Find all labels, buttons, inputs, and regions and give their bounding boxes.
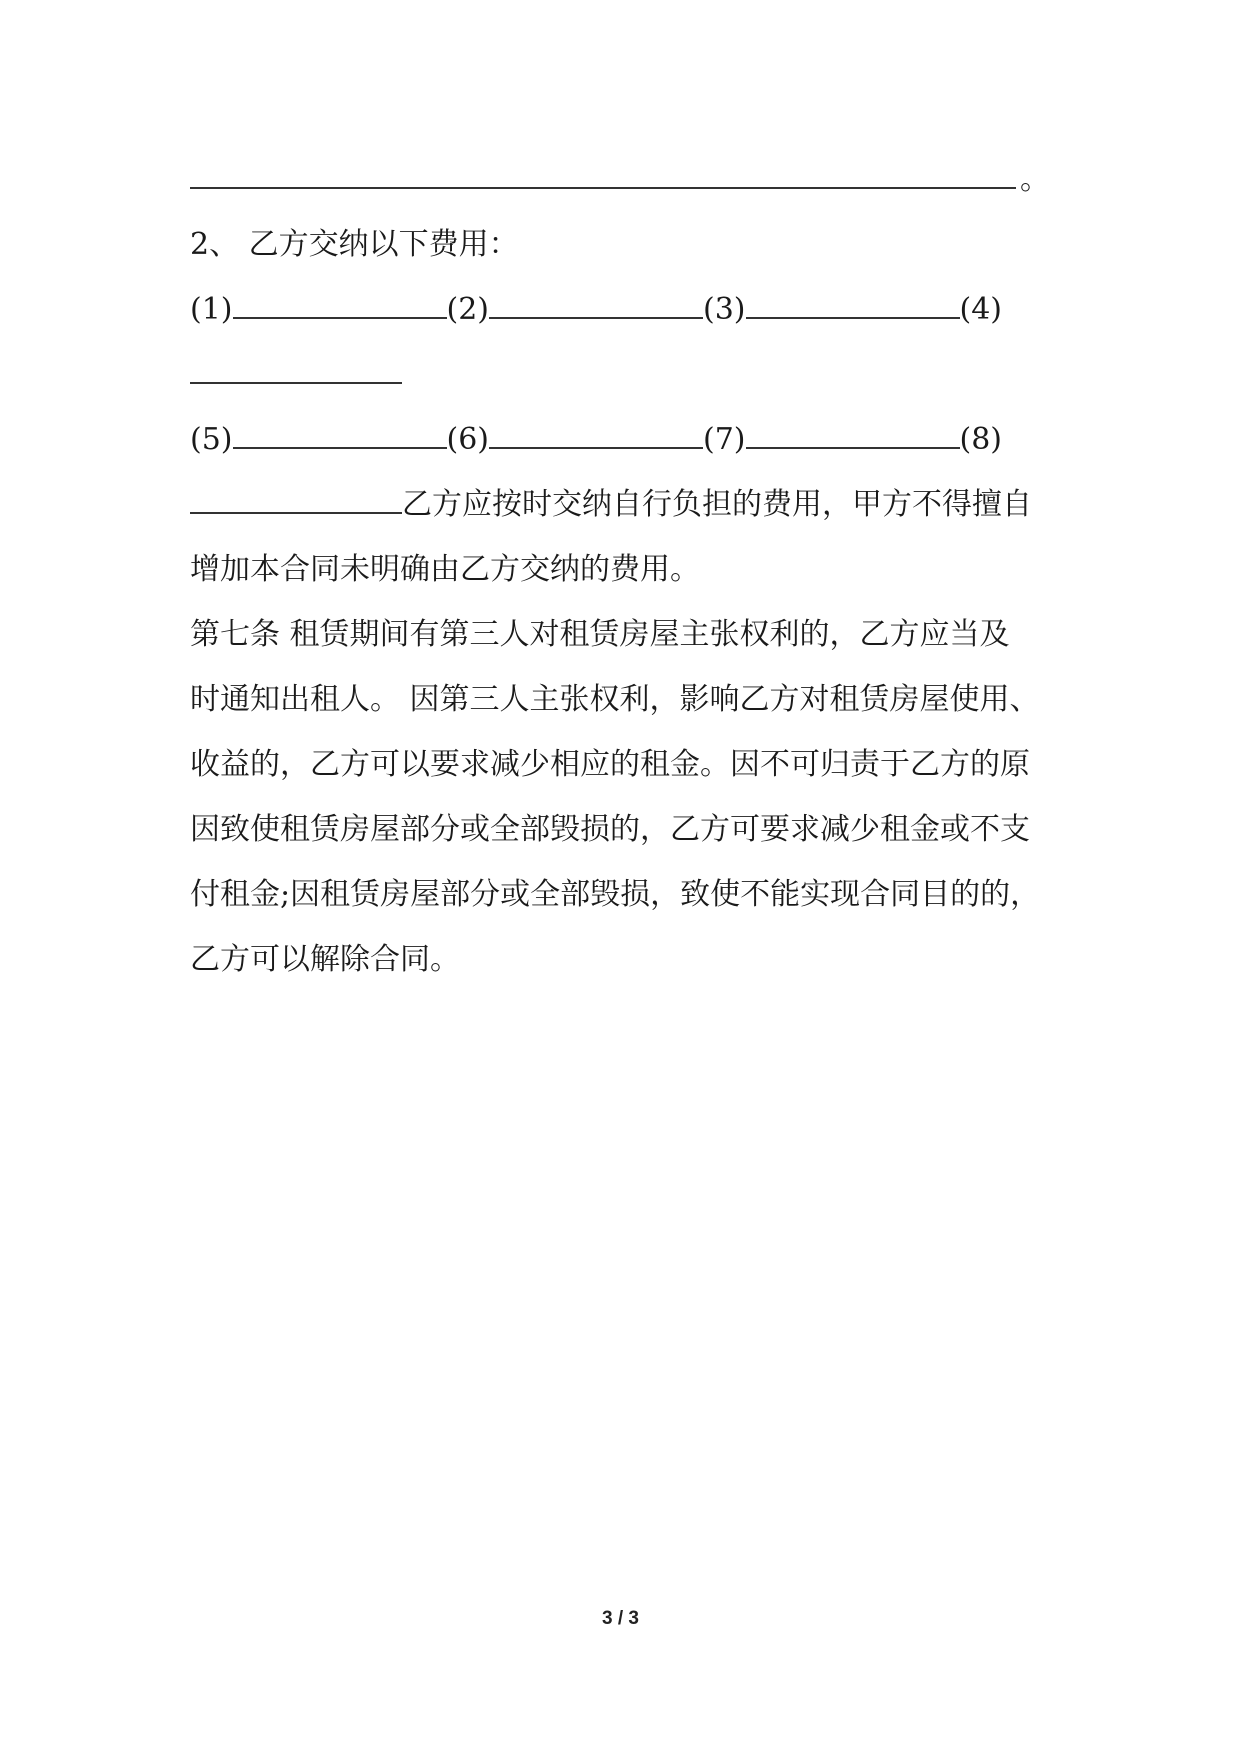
fee-label-4: (4) — [959, 292, 1002, 327]
fee-label-5: (5) — [190, 422, 233, 457]
article-7-line-4: 因致使租赁房屋部分或全部毁损的，乙方可要求减少租金或不支 — [190, 812, 1030, 847]
article-7-line-3: 收益的，乙方可以要求减少相应的租金。因不可归责于乙方的原 — [190, 747, 1030, 782]
continuation-blank-line — [190, 160, 1050, 200]
item-2-heading: 2、 乙方交纳以下费用： — [190, 227, 519, 262]
period-mark: 。 — [1020, 162, 1050, 197]
fee-blank-2[interactable] — [489, 293, 703, 319]
fee-blank-1[interactable] — [233, 293, 447, 319]
fee-label-1: (1) — [190, 292, 233, 327]
fee-tail-line-2: 增加本合同未明确由乙方交纳的费用。 — [190, 552, 700, 587]
fee-tail-text: 乙方应按时交纳自行负担的费用，甲方不得擅自 — [402, 487, 1032, 522]
fee-label-8: (8) — [959, 422, 1002, 457]
fee-tail-line — [190, 485, 1032, 525]
fee-blank-3[interactable] — [746, 293, 960, 319]
fee-blank-8[interactable] — [190, 488, 402, 514]
article-7-line-5: 付租金;因租赁房屋部分或全部毁损，致使不能实现合同目的的， — [190, 877, 1041, 912]
fee-label-3: (3) — [703, 292, 746, 327]
fee-label-2: (2) — [446, 292, 489, 327]
fee-blank-7[interactable] — [746, 423, 960, 449]
article-7-line-2: 时通知出租人。 因第三人主张权利，影响乙方对租赁房屋使用、 — [190, 682, 1040, 717]
fee-row-2 — [190, 420, 1002, 460]
article-7-line-1: 第七条 租赁期间有第三人对租赁房屋主张权利的，乙方应当及 — [190, 617, 1010, 652]
page-number: 3 / 3 — [602, 1608, 639, 1629]
article-7-line-6: 乙方可以解除合同。 — [190, 942, 460, 977]
fee-blank-6[interactable] — [489, 423, 703, 449]
fee-row-1 — [190, 290, 1002, 330]
fee-row-1-overflow — [190, 355, 402, 395]
fee-label-6: (6) — [446, 422, 489, 457]
fee-blank-4[interactable] — [190, 358, 402, 384]
fill-in-blank[interactable] — [190, 163, 1016, 189]
fee-label-7: (7) — [703, 422, 746, 457]
fee-blank-5[interactable] — [233, 423, 447, 449]
